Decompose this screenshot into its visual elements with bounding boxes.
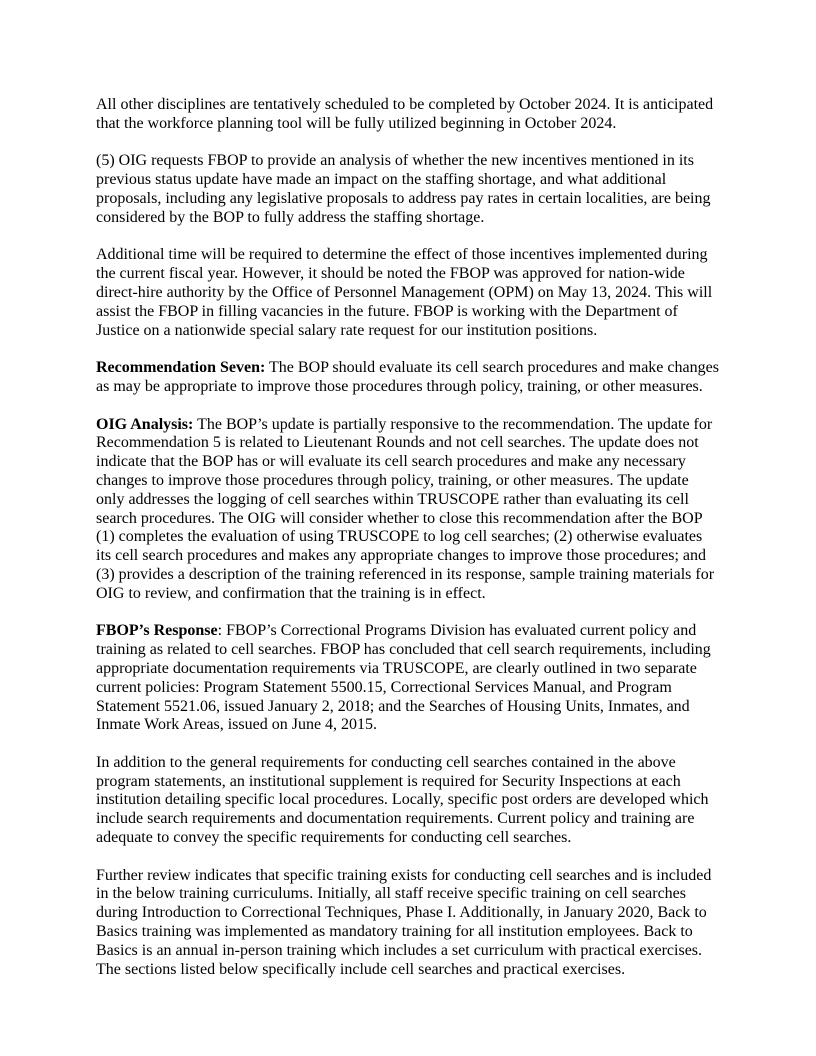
text-line: considered by the BOP to fully address the staffing shortage.: [96, 208, 485, 226]
text-line: [96, 622, 736, 641]
text-run: The BOP should evaluate its cell search procedures and make changes: [265, 359, 719, 377]
text-line: direct-hire authority by the Office of Personnel Management (OPM) on May 13, 2024. This will: [96, 283, 713, 301]
text-line: previous status update have made an impact on the staffing shortage, and what additional: [96, 171, 667, 189]
paragraph-training-curriculums: [96, 867, 736, 980]
oig-analysis-heading: OIG Analysis:: [96, 415, 194, 433]
text-line: (5) OIG requests FBOP to provide an analysis of whether the new incentives mentioned in its: [96, 152, 694, 170]
paragraph-incentives-response: [96, 246, 736, 340]
text-line: Inmate Work Areas, issued on June 4, 2015.: [96, 716, 378, 734]
text-line: institution detailing specific local procedures. Locally, specific post orders are developed which: [96, 791, 709, 809]
text-line: assist the FBOP in filling vacancies in the future. FBOP is working with the Department of: [96, 302, 678, 320]
text-line: The sections listed below specifically include cell searches and practical exercises.: [96, 960, 626, 978]
paragraph-oig-analysis: [96, 416, 736, 604]
text-line: (3) provides a description of the training referenced in its response, sample training materials for: [96, 565, 715, 583]
text-line: Basics training was implemented as mandatory training for all institution employees. Back to: [96, 923, 693, 941]
text-line: changes to improve those procedures through policy, training, or other measures. The update: [96, 471, 689, 489]
text-line: include search requirements and documentation requirements. Current policy and training are: [96, 810, 695, 828]
paragraph-oig-request-5: [96, 152, 736, 227]
text-line: All other disciplines are tentatively scheduled to be completed by October 2024. It is anticipated: [96, 96, 714, 113]
text-line: only addresses the logging of cell searches within TRUSCOPE rather than evaluating its cell: [96, 490, 689, 508]
text-line: appropriate documentation requirements via TRUSCOPE, are clearly outlined in two separate: [96, 659, 697, 677]
text-line: the current fiscal year. However, it should be noted the FBOP was approved for nation-wide: [96, 265, 685, 283]
recommendation-seven-heading: Recommendation Seven:: [96, 359, 266, 377]
text-line: that the workforce planning tool will be fully utilized beginning in October 2024.: [96, 114, 617, 132]
text-line: program statements, an institutional supplement is required for Security Inspections at each: [96, 772, 681, 790]
text-line: in the below training curriculums. Initially, all staff receive specific training on cell searches: [96, 885, 687, 903]
paragraph-recommendation-seven: [96, 359, 736, 397]
text-line: Basics is an annual in-person training which includes a set curriculum with practical exercises.: [96, 941, 703, 959]
text-line: proposals, including any legislative proposals to address pay rates in certain localities, are being: [96, 189, 711, 207]
text-line: In addition to the general requirements for conducting cell searches contained in the above: [96, 753, 676, 771]
text-line: Further review indicates that specific training exists for conducting cell searches and is included: [96, 866, 712, 884]
paragraph-institutional-supplement: [96, 754, 736, 848]
fbop-response-heading: FBOP’s Response: [96, 622, 218, 640]
text-line: Additional time will be required to determine the effect of those incentives implemented during: [96, 246, 708, 264]
text-line: [96, 359, 736, 378]
text-line: training as related to cell searches. FBOP has concluded that cell search requirements, including: [96, 641, 711, 659]
paragraph-fbop-response: [96, 622, 736, 735]
text-line: OIG to review, and confirmation that the training is in effect.: [96, 584, 486, 602]
text-line: [96, 416, 736, 435]
text-line: Statement 5521.06, issued January 2, 2018; and the Searches of Housing Units, Inmates, and: [96, 697, 690, 715]
text-line: as may be appropriate to improve those procedures through policy, training, or other measures.: [96, 377, 703, 395]
text-line: (1) completes the evaluation of using TRUSCOPE to log cell searches; (2) otherwise evaluates: [96, 528, 703, 546]
text-line: Recommendation 5 is related to Lieutenant Rounds and not cell searches. The update does not: [96, 434, 699, 452]
text-run: The BOP’s update is partially responsive to the recommendation. The update for: [193, 415, 713, 433]
text-line: its cell search procedures and makes any appropriate changes to improve those procedures; and: [96, 547, 706, 565]
text-line: adequate to convey the specific requirements for conducting cell searches.: [96, 829, 572, 847]
text-line: Justice on a nationwide special salary rate request for our institution positions.: [96, 321, 598, 339]
text-line: search procedures. The OIG will consider whether to close this recommendation after the BOP: [96, 509, 703, 527]
text-line: during Introduction to Correctional Techniques, Phase I. Additionally, in January 2020, Back to: [96, 904, 707, 922]
text-line: indicate that the BOP has or will evaluate its cell search procedures and make any necessary: [96, 453, 686, 471]
paragraph-workforce-planning-schedule: [96, 96, 736, 134]
text-line: current policies: Program Statement 5500.15, Correctional Services Manual, and Program: [96, 678, 672, 696]
document-page: [96, 96, 736, 998]
text-run: : FBOP’s Correctional Programs Division has evaluated current policy and: [217, 622, 697, 640]
